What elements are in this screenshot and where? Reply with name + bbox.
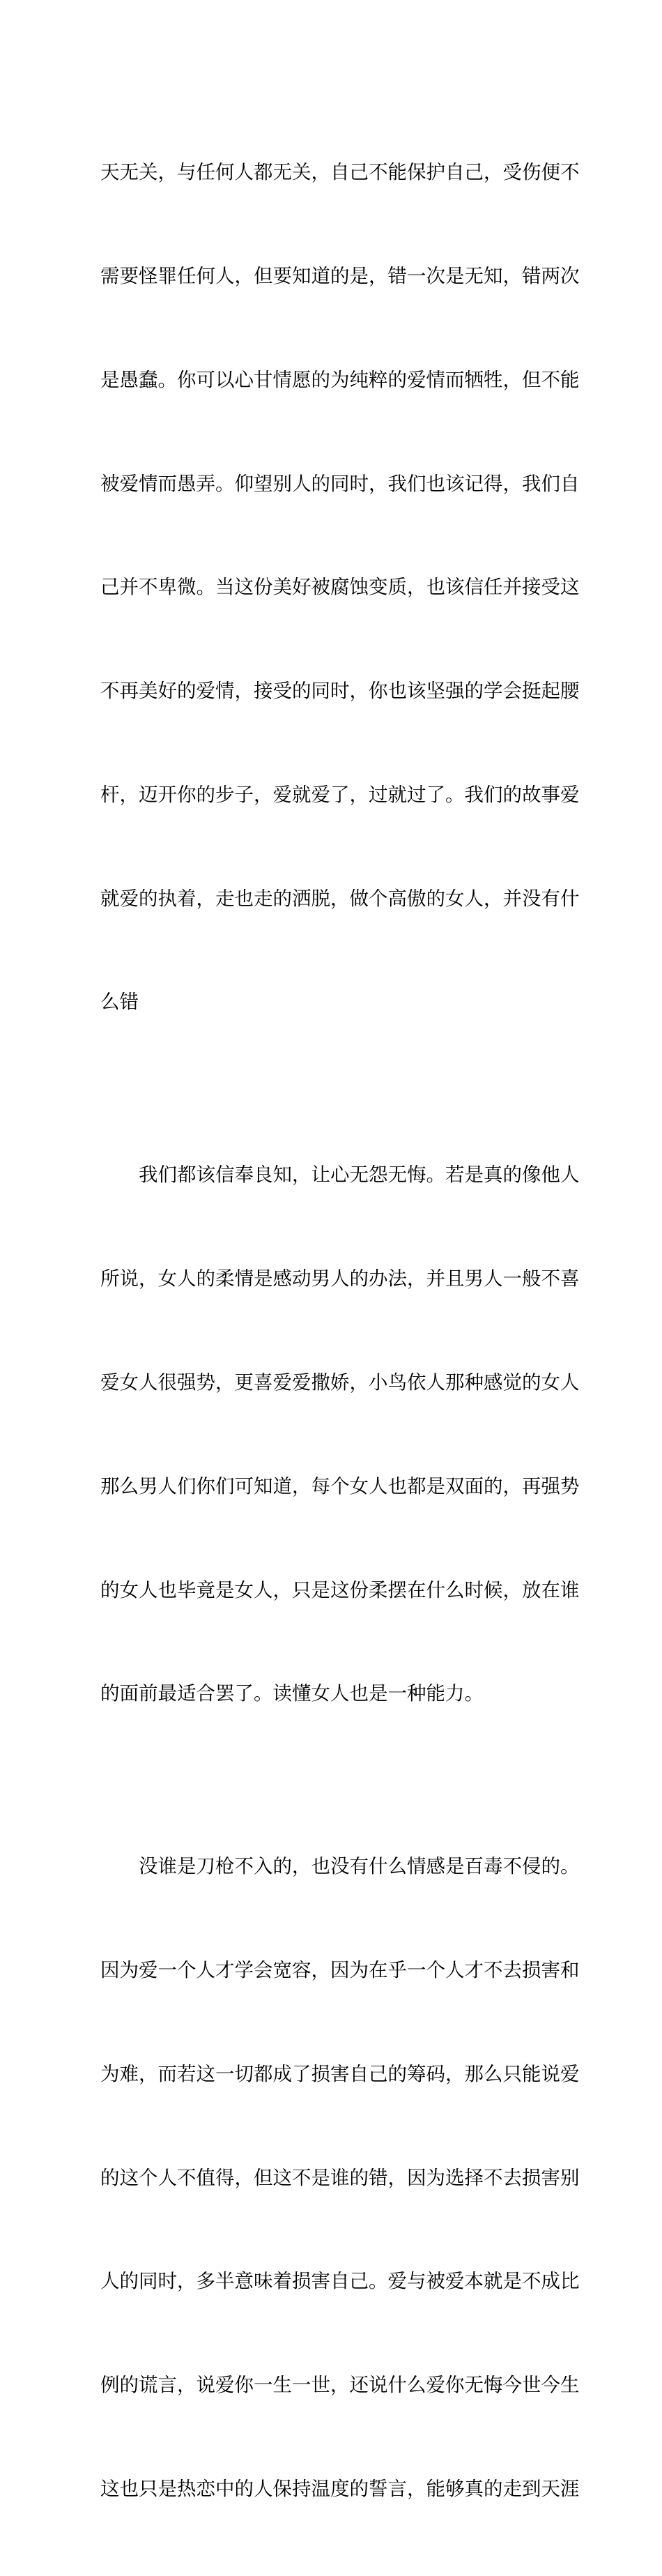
text-line: 不再美好的爱情，接受的同时，你也该坚强的学会挺起腰 (100, 680, 580, 703)
text-line: 杆，迈开你的步子，爱就爱了，过就过了。我们的故事爱 (100, 783, 580, 806)
text-line: 例的谎言，说爱你一生一世，还说什么爱你无悔今世今生 (100, 2374, 580, 2397)
text-line: 的女人也毕竟是女人，只是这份柔摆在什么时候，放在谁 (100, 1578, 580, 1601)
paragraph-3 (100, 1781, 580, 2576)
text-line: 己并不卑微。当这份美好被腐蚀变质，也该信任并接受这 (100, 576, 580, 599)
text-line: 为难，而若这一切都成了损害自己的筹码，那么只能说爱 (100, 2062, 580, 2085)
text-line: 是愚蠢。你可以心甘情愿的为纯粹的爱情而牺牲，但不能 (100, 368, 580, 391)
text-line: 这也只是热恋中的人保持温度的誓言，能够真的走到天涯 (100, 2477, 580, 2500)
text-line: 那么男人们你们可知道，每个女人也都是双面的，再强势 (100, 1474, 580, 1497)
text-line: 天无关，与任何人都无关，自己不能保护自己，受伤便不 (100, 161, 580, 184)
text-line: 需要怪罪任何人，但要知道的是，错一次是无知，错两次 (100, 264, 580, 287)
text-line: 么错 (100, 991, 139, 1014)
text-line: 因为爱一个人才学会宽容，因为在乎一个人才不去损害和 (100, 1959, 580, 1982)
text-line: 所说，女人的柔情是感动男人的办法，并且男人一般不喜 (100, 1267, 580, 1290)
text-line: 没谁是刀枪不入的，也没有什么情感是百毒不侵的。 (100, 1855, 580, 1878)
text-line: 爱女人很强势，更喜爱爱撒娇，小鸟依人那种感觉的女人 (100, 1371, 580, 1394)
text-line: 我们都该信奉良知，让心无怨无悔。若是真的像他人 (100, 1164, 580, 1187)
paragraph-2 (100, 1089, 580, 1781)
text-line: 就爱的执着，走也走的洒脱，做个高傲的女人，并没有什 (100, 887, 580, 910)
text-line: 的面前最适合罢了。读懂女人也是一种能力。 (100, 1682, 484, 1705)
document-page (100, 86, 580, 2576)
text-line: 的这个人不值得，但这不是谁的错，因为选择不去损害别 (100, 2166, 580, 2189)
text-line: 人的同时，多半意味着损害自己。爱与被爱本就是不成比 (100, 2270, 580, 2293)
paragraph-1 (100, 86, 580, 1089)
text-line: 被爱情而愚弄。仰望别人的同时，我们也该记得，我们自 (100, 472, 580, 495)
